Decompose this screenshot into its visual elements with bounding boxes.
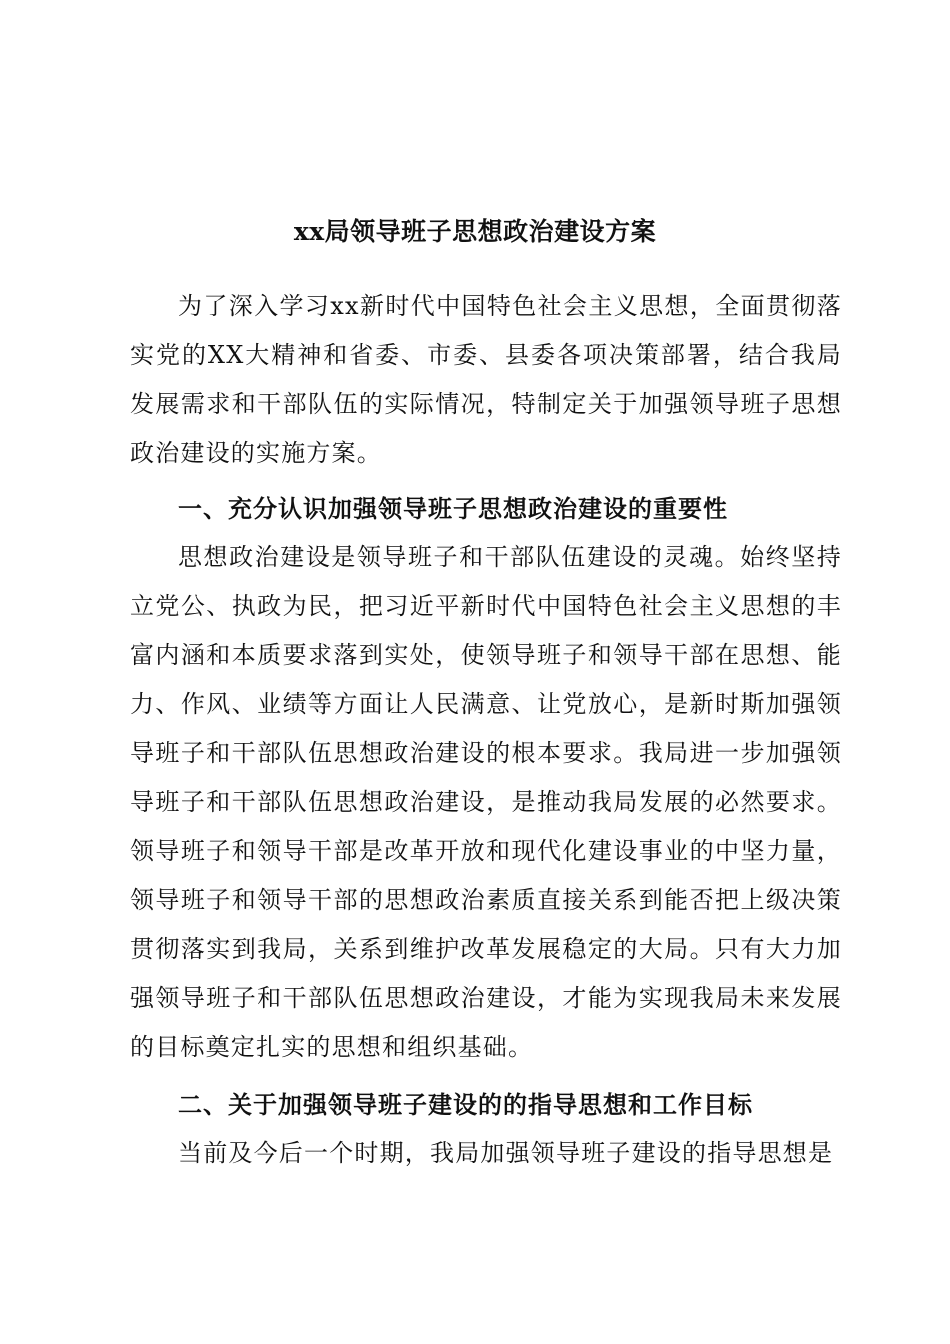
document-body (130, 282, 842, 1178)
document-title: xx局领导班子思想政治建设方案 (293, 217, 657, 246)
section-2-heading: 二、关于加强领导班子建设的的指导思想和工作目标 (178, 1090, 753, 1119)
intro-paragraph: 为了深入学习xx新时代中国特色社会主义思想，全面贯彻落实党的XX大精神和省委、市委、县委各项决策部署，结合我局发展需求和干部队伍的实际情况，特制定关于加强领导班子思想政治建设的实施方案。 (130, 292, 842, 467)
section-2-paragraph: 当前及今后一个时期，我局加强领导班子建设的指导思想是 (178, 1139, 834, 1167)
section-1-paragraph: 思想政治建设是领导班子和干部队伍建设的灵魂。始终坚持立党公、执政为民，把习近平新时代中国特色社会主义思想的丰富内涵和本质要求落到实处，使领导班子和领导干部在思想、能力、作风、业绩等方面让人民满意、让党放心，是新时斯加强领导班子和干部队伍思想政治建设的根本要求。我局进一步加强领导班子和干部队伍思想政治建设，是推动我局发展的必然要求。领导班子和领导干部是改革开放和现代化建设事业的中坚力量，领导班子和领导干部的思想政治素质直接关系到能否把上级决策贯彻落实到我局，关系到维护改革发展稳定的大局。只有大力加强领导班子和干部队伍思想政治建设，才能为实现我局未来发展的目标奠定扎实的思想和组织基础。 (130, 543, 842, 1061)
section-1-heading: 一、充分认识加强领导班子思想政治建设的重要性 (178, 494, 728, 523)
